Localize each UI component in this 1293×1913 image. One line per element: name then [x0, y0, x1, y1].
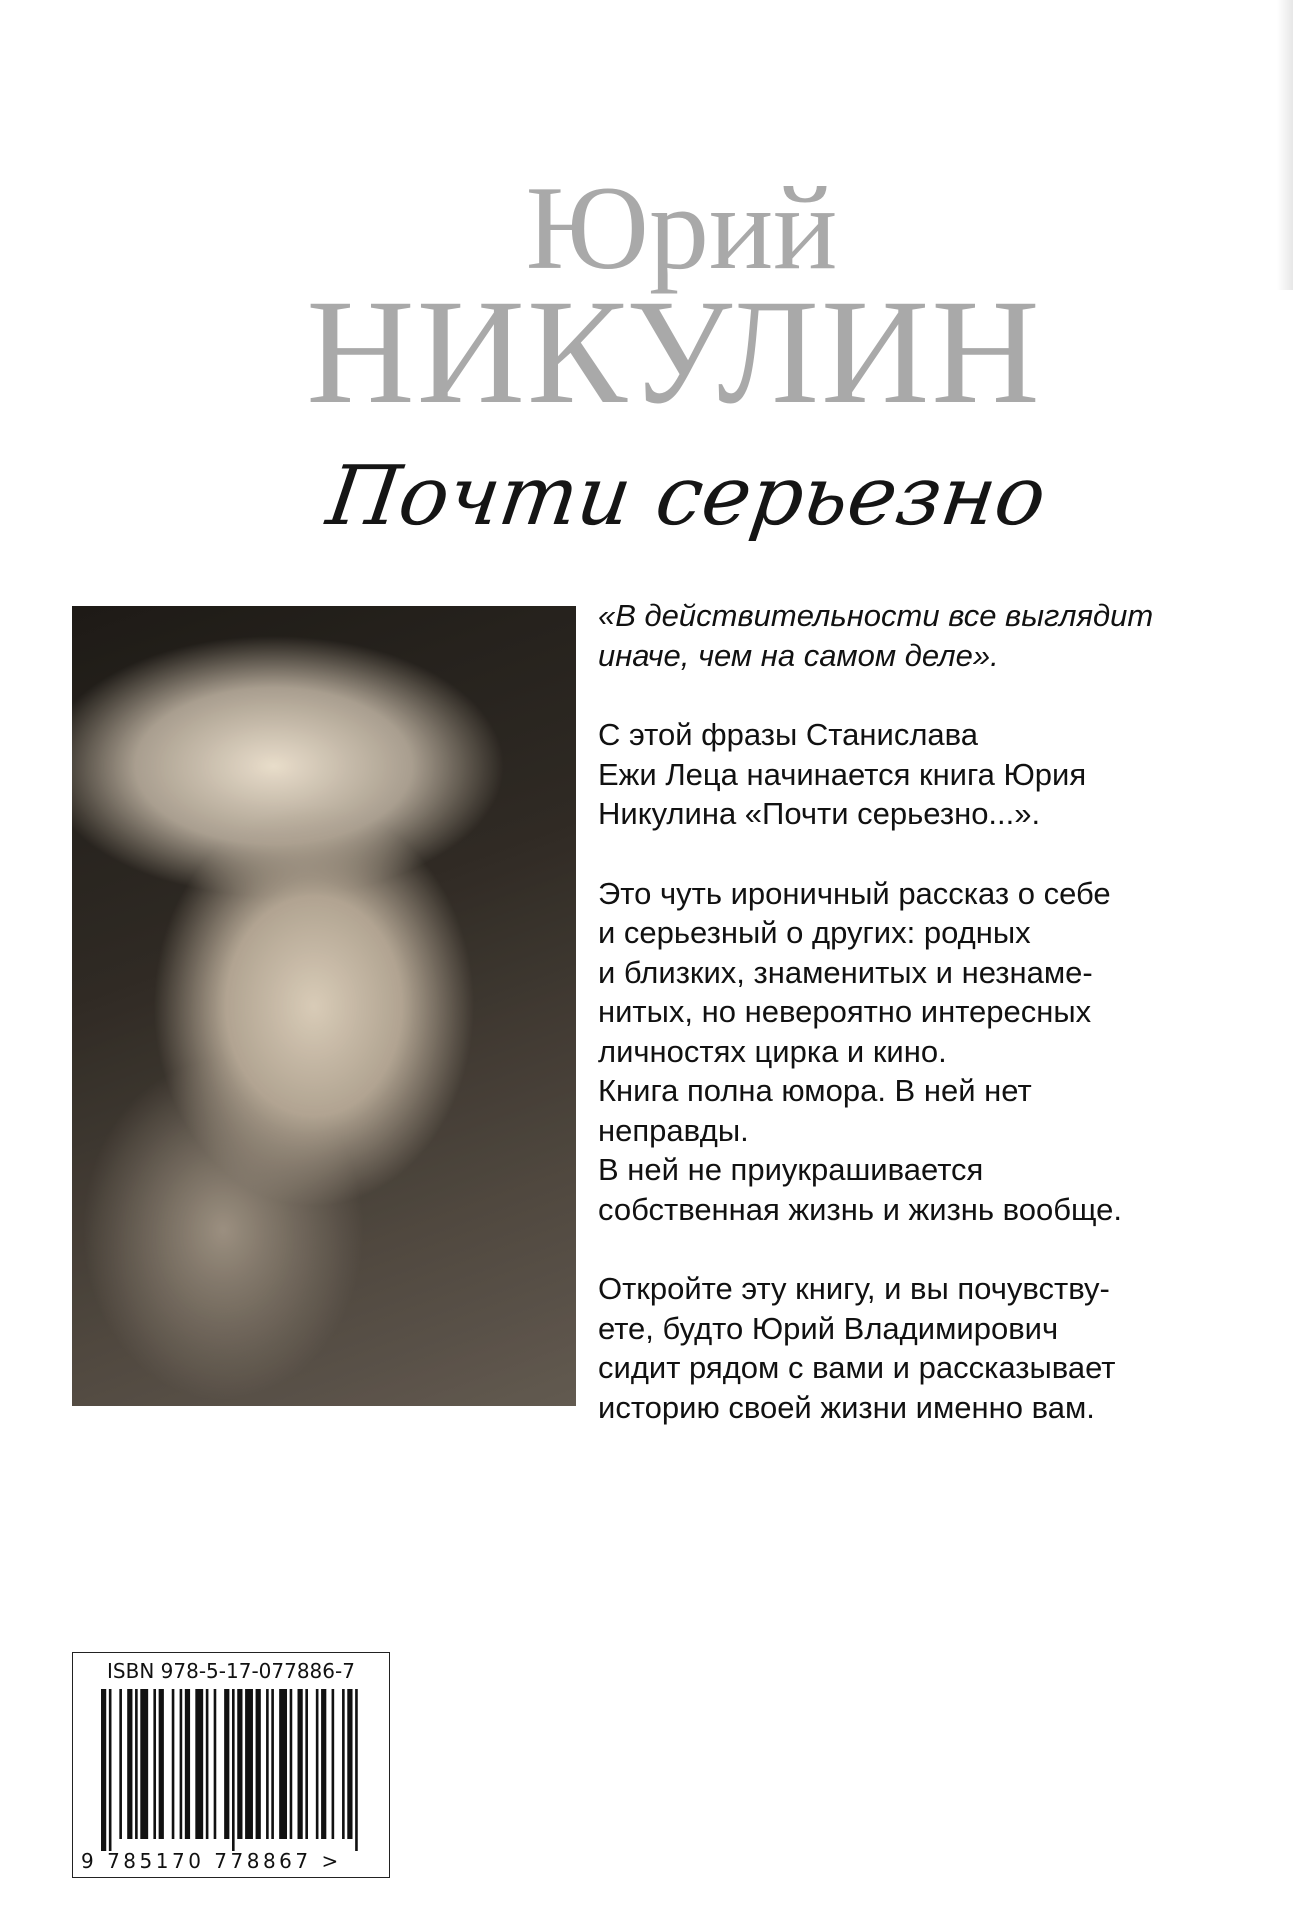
- barcode-bar: [185, 1689, 190, 1839]
- barcode-bar: [195, 1689, 203, 1839]
- body-line: неправды.: [598, 1112, 749, 1148]
- barcode-bar: [237, 1689, 242, 1839]
- barcode-bar: [206, 1689, 209, 1839]
- barcode-bar: [214, 1689, 217, 1839]
- barcode-bar: [332, 1689, 335, 1839]
- barcode-bar: [159, 1689, 164, 1839]
- intro-line: С этой фразы Станислава: [598, 717, 979, 752]
- closing-line: историю своей жизни именно вам.: [598, 1389, 1095, 1425]
- barcode-bar: [245, 1689, 253, 1839]
- barcode-bar: [232, 1689, 235, 1851]
- isbn-barcode: [72, 1652, 390, 1878]
- barcode-bar: [140, 1689, 148, 1839]
- barcode-bar: [109, 1689, 112, 1851]
- closing-line: сидит рядом с вами и рассказывает: [598, 1350, 1116, 1385]
- barcode-bar: [119, 1689, 122, 1839]
- barcode-bar: [224, 1689, 229, 1839]
- quote-line: иначе, чем на самом деле».: [598, 637, 999, 673]
- body-line: личностях цирка и кино.: [598, 1033, 947, 1069]
- author-first-name: Юрий: [525, 161, 838, 294]
- barcode-bar: [271, 1689, 274, 1839]
- barcode-bar: [305, 1689, 308, 1839]
- isbn-label: ISBN 978-5-17-077886-7: [107, 1659, 355, 1683]
- barcode-bar: [279, 1689, 287, 1839]
- body-line: Книга полна юмора. В ней нет: [598, 1073, 1032, 1108]
- body-paragraph: [598, 874, 1248, 1230]
- barcode-bar: [180, 1689, 183, 1839]
- blurb-text: [598, 596, 1248, 1467]
- author-last-name: НИКУЛИН: [306, 269, 1042, 435]
- body-line: нитых, но невероятно интересных: [598, 994, 1092, 1029]
- barcode-bar: [316, 1689, 319, 1839]
- closing-paragraph: [598, 1269, 1248, 1427]
- barcode-bar: [290, 1689, 293, 1839]
- barcode-bar: [355, 1689, 358, 1851]
- quote-line: «В действительности все выглядит: [598, 598, 1154, 633]
- closing-line: Откройте эту книгу, и вы почувству-: [598, 1271, 1110, 1306]
- barcode-bar: [256, 1689, 261, 1839]
- barcode-digits: 9 785170 778867 >: [81, 1849, 342, 1873]
- intro-line: Никулина «Почти серьезно...».: [598, 796, 1041, 831]
- barcode-bar: [321, 1689, 326, 1839]
- author-portrait-photo: [72, 606, 576, 1406]
- intro-line: Ежи Леца начинается книга Юрия: [598, 756, 1087, 792]
- barcode-bar: [342, 1689, 345, 1839]
- body-line: Это чуть ироничный рассказ о себе: [598, 875, 1111, 911]
- body-line: и близких, знаменитых и незнаме-: [598, 954, 1093, 990]
- body-line: и серьезный о других: родных: [598, 915, 1031, 950]
- epigraph-quote: [598, 596, 1248, 675]
- intro-paragraph: [598, 715, 1248, 834]
- closing-line: ете, будто Юрий Владимирович: [598, 1310, 1059, 1346]
- barcode-bar: [172, 1689, 175, 1839]
- body-line: В ней не приукрашивается: [598, 1152, 984, 1187]
- barcode-bar: [135, 1689, 138, 1839]
- barcode-bar: [127, 1689, 132, 1839]
- book-title: Почти серьезно: [321, 449, 1052, 544]
- barcode-bar: [266, 1689, 269, 1839]
- barcode-bar: [347, 1689, 352, 1839]
- barcode-bar: [101, 1689, 106, 1851]
- barcode-bar: [153, 1689, 156, 1839]
- body-line: собственная жизнь и жизнь вообще.: [598, 1191, 1123, 1227]
- barcode-bars: [101, 1689, 363, 1851]
- barcode-bar: [298, 1689, 303, 1839]
